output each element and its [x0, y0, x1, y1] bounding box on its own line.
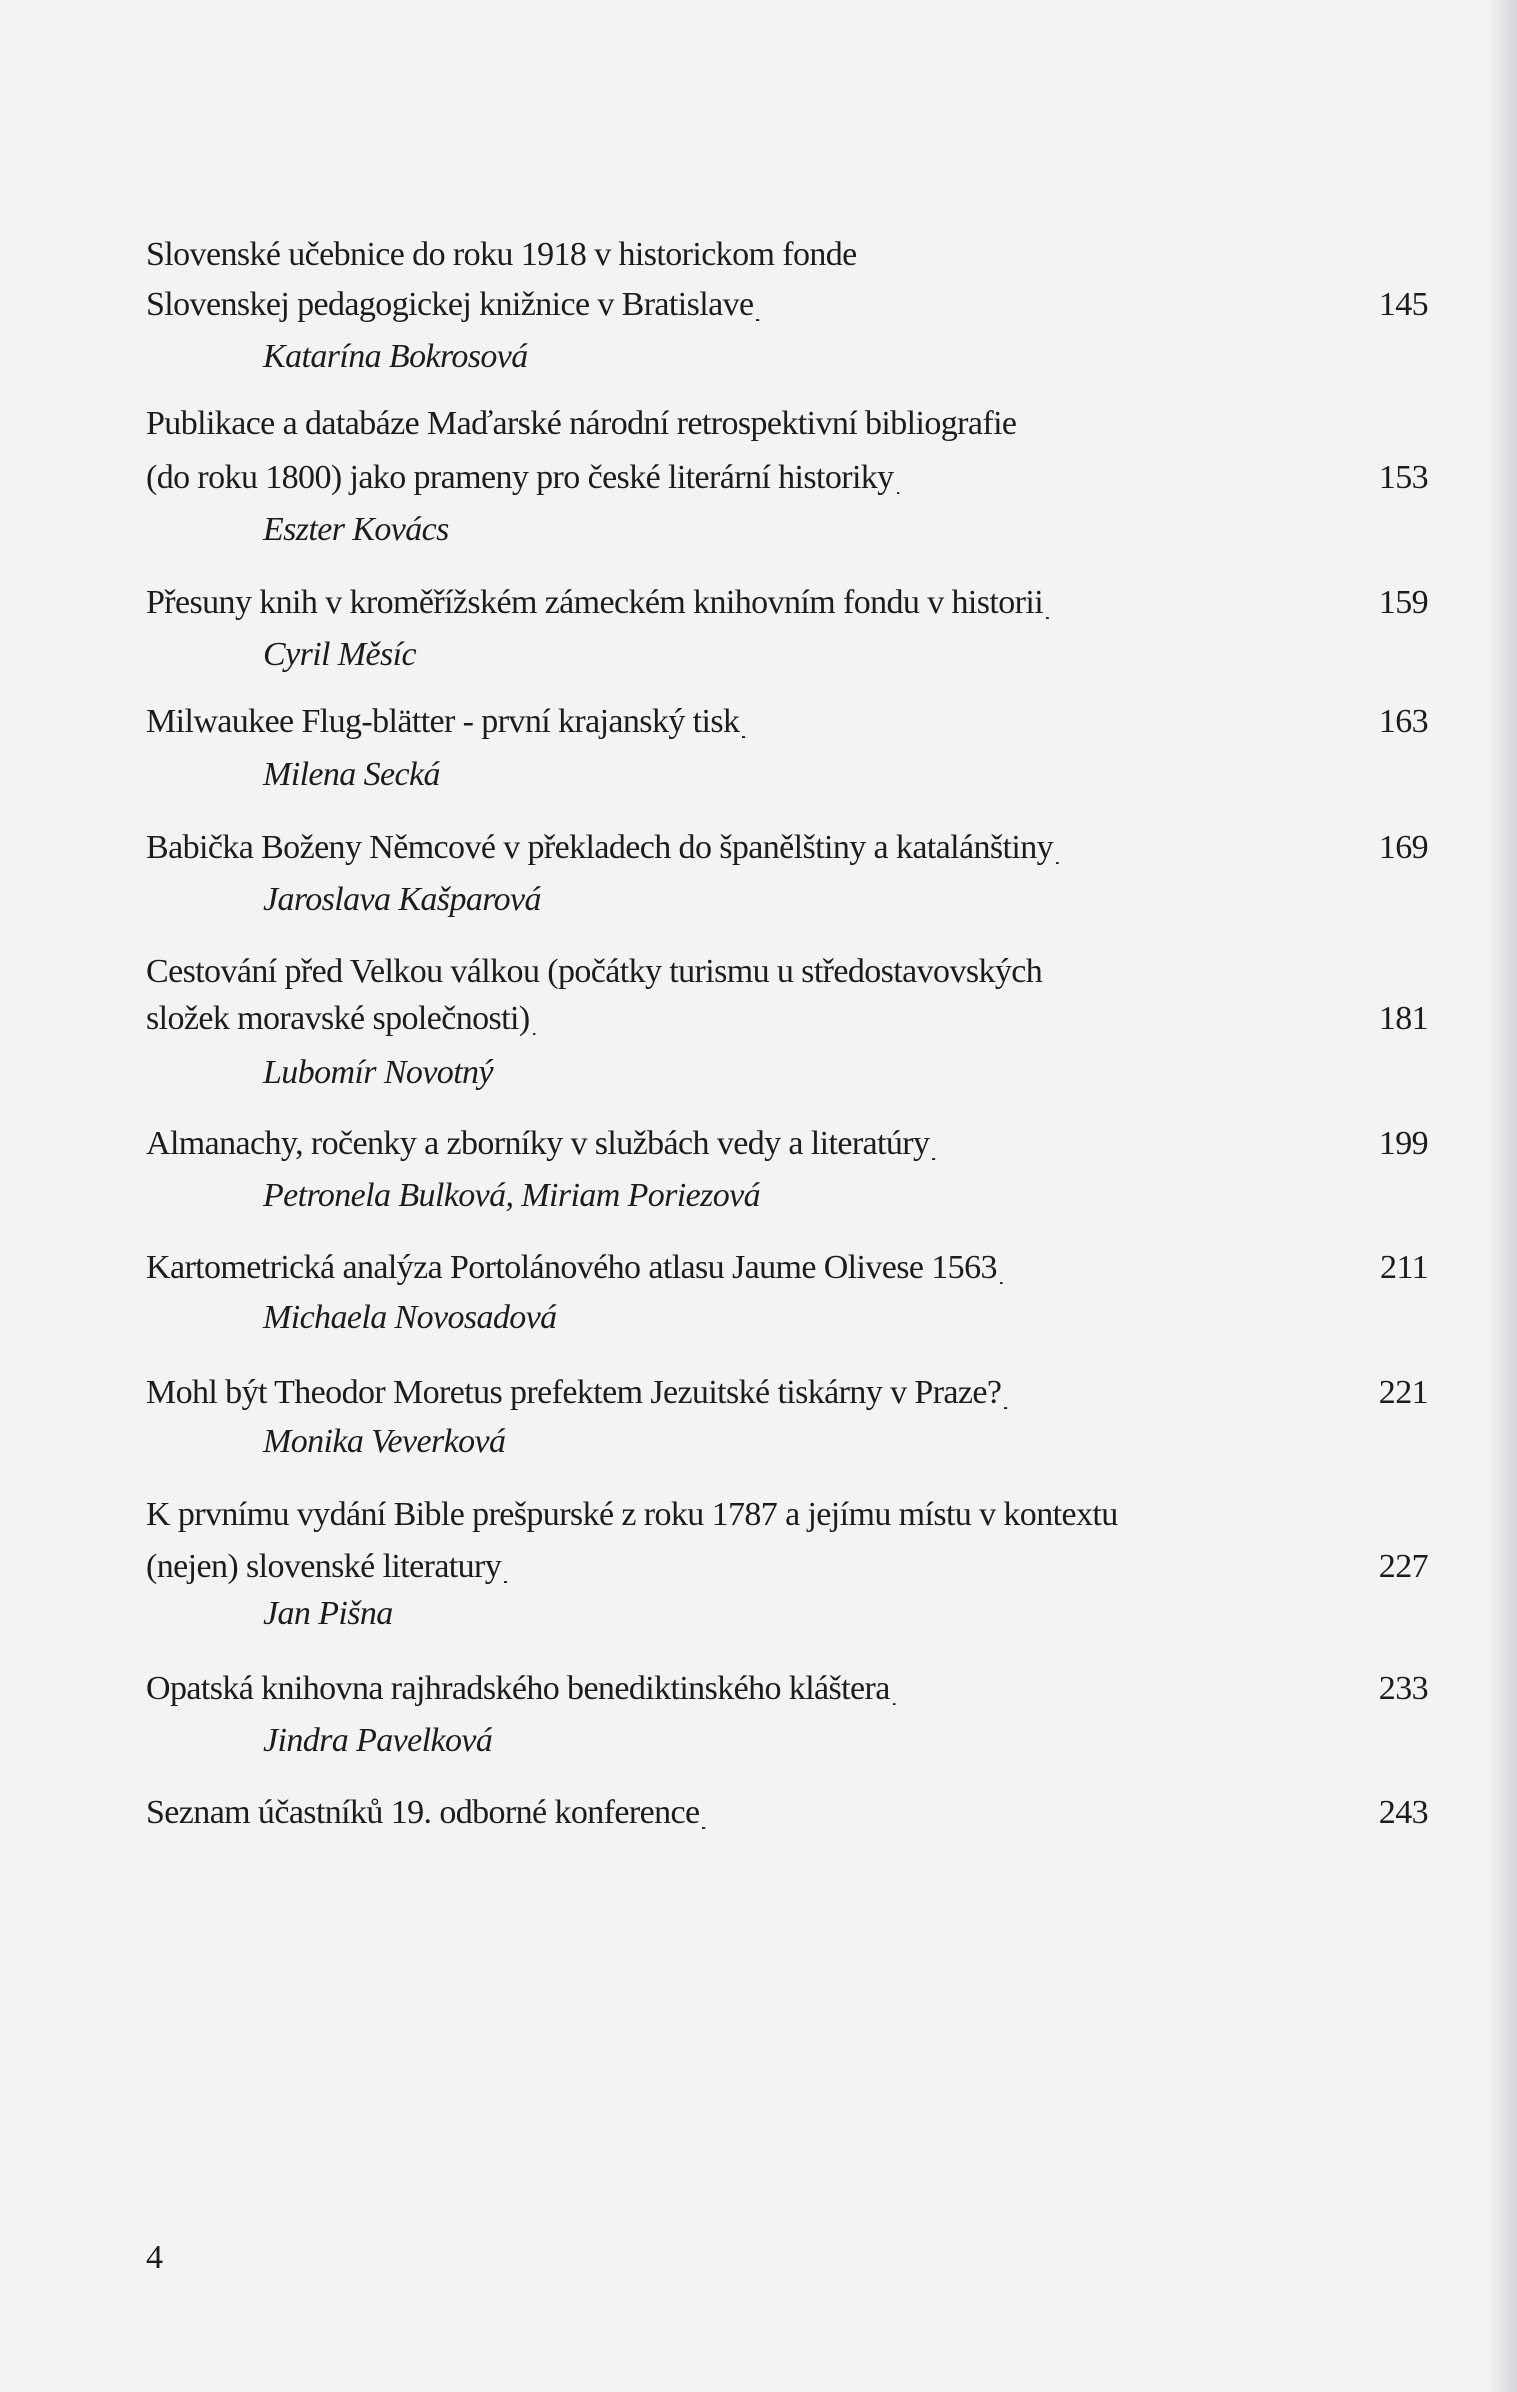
entry-page-number: 153 — [1378, 459, 1428, 496]
page-number: 4 — [146, 2239, 163, 2276]
page-edge-shadow — [1489, 0, 1517, 2392]
entry-title: Mohl být Theodor Moretus prefektem Jezuitské tiskárny v Praze? — [146, 1374, 1002, 1411]
toc-title-line — [146, 1664, 1428, 1714]
entry-author: Monika Veverková — [263, 1423, 506, 1460]
entry-author: Jan Pišna — [263, 1595, 393, 1632]
entry-title: (nejen) slovenské literatury — [146, 1548, 502, 1585]
entry-page-number: 181 — [1378, 1000, 1428, 1037]
entry-page-number: 227 — [1378, 1548, 1428, 1585]
entry-page-number: 169 — [1378, 829, 1428, 866]
dot-leader — [756, 305, 1375, 330]
dot-leader — [897, 478, 1376, 503]
dot-leader — [1000, 1268, 1377, 1293]
entry-page-number: 221 — [1378, 1374, 1428, 1411]
entry-title: Opatská knihovna rajhradského benediktinského kláštera — [146, 1670, 890, 1707]
toc-title-line — [146, 1490, 1428, 1540]
toc-title-line — [146, 1788, 1428, 1838]
entry-title: Seznam účastníků 19. odborné konference — [146, 1794, 700, 1831]
entry-author: Katarína Bokrosová — [263, 338, 528, 375]
entry-title: Slovenskej pedagogickej knižnice v Bratislave — [146, 286, 754, 323]
entry-title: Milwaukee Flug-blätter - první krajanský tisk — [146, 703, 740, 740]
toc-title-line — [146, 947, 1428, 997]
dot-leader — [1046, 603, 1376, 628]
entry-author: Lubomír Novotný — [263, 1054, 493, 1091]
toc-title-line — [146, 453, 1428, 503]
entry-title: (do roku 1800) jako prameny pro české literární historiky — [146, 459, 894, 496]
dot-leader — [1056, 848, 1376, 873]
entry-title: Babička Boženy Němcové v překladech do španělštiny a katalánštiny — [146, 829, 1054, 866]
entry-page-number: 211 — [1380, 1249, 1428, 1286]
entry-page-number: 163 — [1378, 703, 1428, 740]
toc-title-line — [146, 1119, 1428, 1169]
dot-leader — [742, 722, 1375, 747]
toc-title-line — [146, 1542, 1428, 1592]
entry-title: Slovenské učebnice do roku 1918 v historickom fonde — [146, 236, 857, 273]
toc-title-line — [146, 578, 1428, 628]
entry-title: Publikace a databáze Maďarské národní retrospektivní bibliografie — [146, 405, 1017, 442]
entry-page-number: 159 — [1378, 584, 1428, 621]
entry-title: složek moravské společnosti) — [146, 1000, 530, 1037]
toc-title-line — [146, 280, 1428, 330]
entry-author: Petronela Bulková, Miriam Poriezová — [263, 1177, 761, 1214]
dot-leader — [932, 1144, 1375, 1169]
entry-author: Michaela Novosadová — [263, 1299, 557, 1336]
toc-title-line — [146, 1243, 1428, 1293]
toc-title-line — [146, 994, 1428, 1044]
entry-page-number: 199 — [1378, 1125, 1428, 1162]
toc-title-line — [146, 697, 1428, 747]
entry-title: Přesuny knih v kroměřížském zámeckém knihovním fondu v historii — [146, 584, 1044, 621]
dot-leader — [504, 1567, 1376, 1592]
toc-title-line — [146, 230, 1428, 280]
entry-page-number: 233 — [1378, 1670, 1428, 1707]
entry-title: Cestování před Velkou válkou (počátky turismu u středostavovských — [146, 953, 1043, 990]
entry-title: K prvnímu vydání Bible prešpurské z roku 1787 a jejímu místu v kontextu — [146, 1496, 1118, 1533]
dot-leader — [533, 1019, 1376, 1044]
entry-author: Jindra Pavelková — [263, 1722, 493, 1759]
entry-page-number: 243 — [1378, 1794, 1428, 1831]
entry-title: Kartometrická analýza Portolánového atlasu Jaume Olivese 1563 — [146, 1249, 997, 1286]
toc-title-line — [146, 823, 1428, 873]
toc-title-line — [146, 1368, 1428, 1418]
dot-leader — [702, 1813, 1375, 1838]
toc-title-line — [146, 399, 1428, 449]
entry-author: Jaroslava Kašparová — [263, 881, 541, 918]
entry-author: Milena Secká — [263, 756, 440, 793]
entry-title: Almanachy, ročenky a zborníky v službách vedy a literatúry — [146, 1125, 930, 1162]
dot-leader — [893, 1689, 1376, 1714]
dot-leader — [1004, 1393, 1375, 1418]
entry-page-number: 145 — [1378, 286, 1428, 323]
entry-author: Cyril Měsíc — [263, 636, 416, 673]
entry-author: Eszter Kovács — [263, 511, 449, 548]
